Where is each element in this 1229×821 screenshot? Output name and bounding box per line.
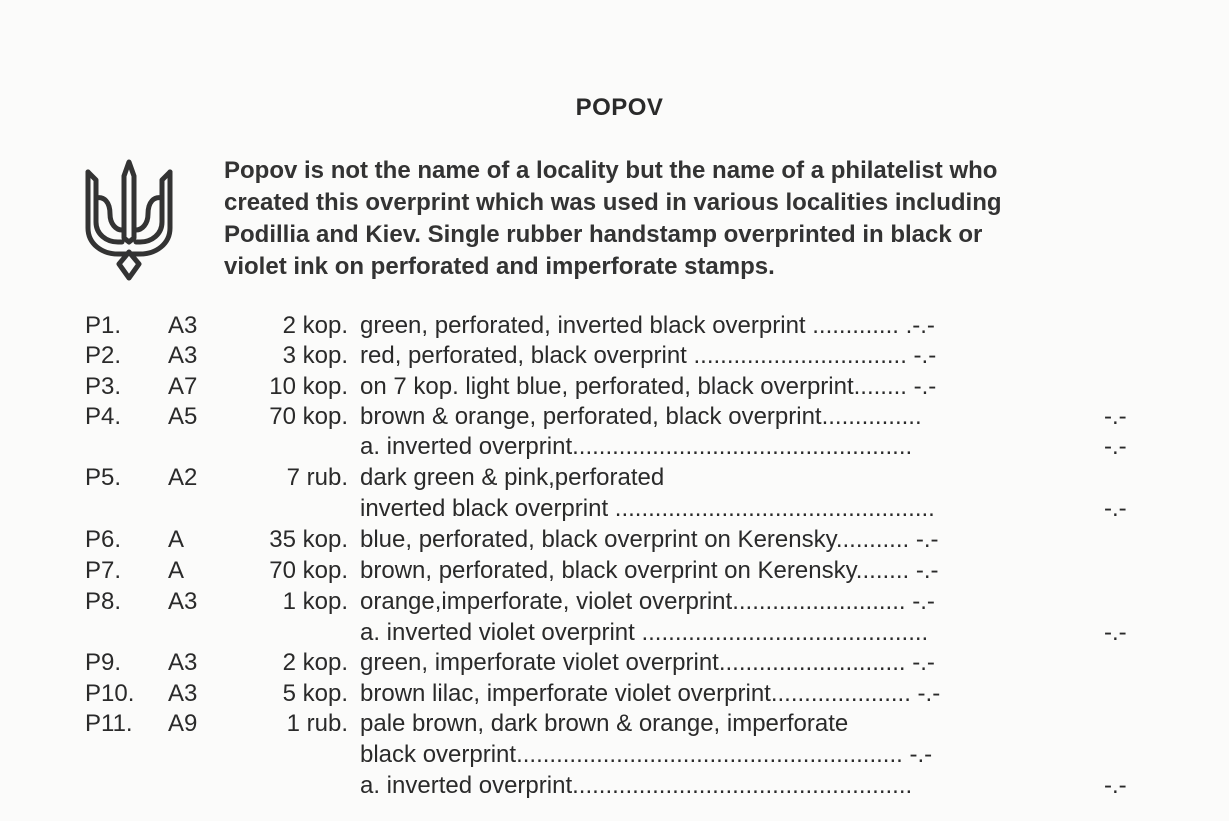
description: brown & orange, perforated, black overprint...............: [360, 403, 922, 430]
catalog-row: [0, 402, 1229, 432]
description: a. inverted overprint...................................................: [360, 433, 913, 460]
intro-line: Podillia and Kiev. Single rubber handstamp overprinted in black or: [224, 221, 983, 248]
catalog-row: [0, 556, 1229, 586]
page-title: POPOV: [575, 94, 664, 121]
description: black overprint.......................................................... -.-: [360, 741, 933, 768]
price: -.-: [1104, 433, 1127, 460]
intro-line: created this overprint which was used in various localities including: [224, 189, 1002, 216]
design-type: A3: [168, 680, 198, 707]
catalog-number: P8.: [85, 588, 122, 615]
catalog-row: [0, 311, 1229, 341]
description: orange,imperforate, violet overprint.......................... -.-: [360, 588, 935, 615]
design-type: A3: [168, 312, 198, 339]
denomination: 3 kop.: [282, 342, 348, 369]
design-type: A3: [168, 342, 198, 369]
description: blue, perforated, black overprint on Kerensky........... -.-: [360, 526, 939, 553]
design-type: A: [168, 526, 185, 553]
catalog-number: P3.: [85, 373, 122, 400]
denomination: 70 kop.: [269, 557, 348, 584]
price: -.-: [1104, 772, 1127, 799]
description: inverted black overprint ................................................: [360, 495, 935, 522]
description: pale brown, dark brown & orange, imperforate: [360, 710, 849, 737]
catalog-row: [0, 587, 1229, 617]
catalog-number: P9.: [85, 649, 122, 676]
catalog-row: [0, 740, 1229, 770]
denomination: 10 kop.: [269, 373, 348, 400]
catalog-number: P5.: [85, 464, 122, 491]
price: -.-: [1104, 619, 1127, 646]
intro-line: violet ink on perforated and imperforate stamps.: [224, 253, 775, 280]
design-type: A7: [168, 373, 198, 400]
price: -.-: [1104, 495, 1127, 522]
denomination: 7 rub.: [286, 464, 348, 491]
catalog-row: [0, 372, 1229, 402]
design-type: A9: [168, 710, 198, 737]
denomination: 35 kop.: [269, 526, 348, 553]
catalog-row: [0, 679, 1229, 709]
trident-emblem-icon: [82, 158, 176, 282]
description: red, perforated, black overprint ................................ -.-: [360, 342, 937, 369]
catalog-row: [0, 771, 1229, 801]
catalog-number: P11.: [85, 710, 133, 737]
catalog-number: P6.: [85, 526, 122, 553]
catalog-row: [0, 463, 1229, 493]
intro-paragraph: [224, 155, 1124, 283]
description: brown, perforated, black overprint on Kerensky........ -.-: [360, 557, 939, 584]
description: brown lilac, imperforate violet overprint..................... -.-: [360, 680, 941, 707]
denomination: 1 kop.: [282, 588, 348, 615]
denomination: 2 kop.: [282, 649, 348, 676]
catalog-number: P1.: [85, 312, 122, 339]
design-type: A3: [168, 649, 198, 676]
description: green, imperforate violet overprint............................ -.-: [360, 649, 935, 676]
catalog-number: P2.: [85, 342, 122, 369]
denomination: 70 kop.: [269, 403, 348, 430]
catalog-number: P4.: [85, 403, 122, 430]
catalog-row: [0, 525, 1229, 555]
catalog-row: [0, 494, 1229, 524]
catalog-row: [0, 341, 1229, 371]
catalog-row: [0, 648, 1229, 678]
catalog-number: P10.: [85, 680, 135, 707]
description: green, perforated, inverted black overprint ............. .-.-: [360, 312, 935, 339]
price: -.-: [1104, 403, 1127, 430]
catalog-row: [0, 709, 1229, 739]
intro-line: Popov is not the name of a locality but the name of a philatelist who: [224, 157, 998, 184]
design-type: A3: [168, 588, 198, 615]
description: a. inverted overprint...................................................: [360, 772, 913, 799]
description: dark green & pink,perforated: [360, 464, 665, 491]
denomination: 1 rub.: [286, 710, 348, 737]
denomination: 5 kop.: [282, 680, 348, 707]
design-type: A5: [168, 403, 198, 430]
description: a. inverted violet overprint ...........................................: [360, 619, 929, 646]
design-type: A2: [168, 464, 198, 491]
catalog-number: P7.: [85, 557, 122, 584]
design-type: A: [168, 557, 185, 584]
denomination: 2 kop.: [282, 312, 348, 339]
catalog-row: [0, 432, 1229, 462]
description: on 7 kop. light blue, perforated, black overprint........ -.-: [360, 373, 937, 400]
catalog-row: [0, 618, 1229, 648]
